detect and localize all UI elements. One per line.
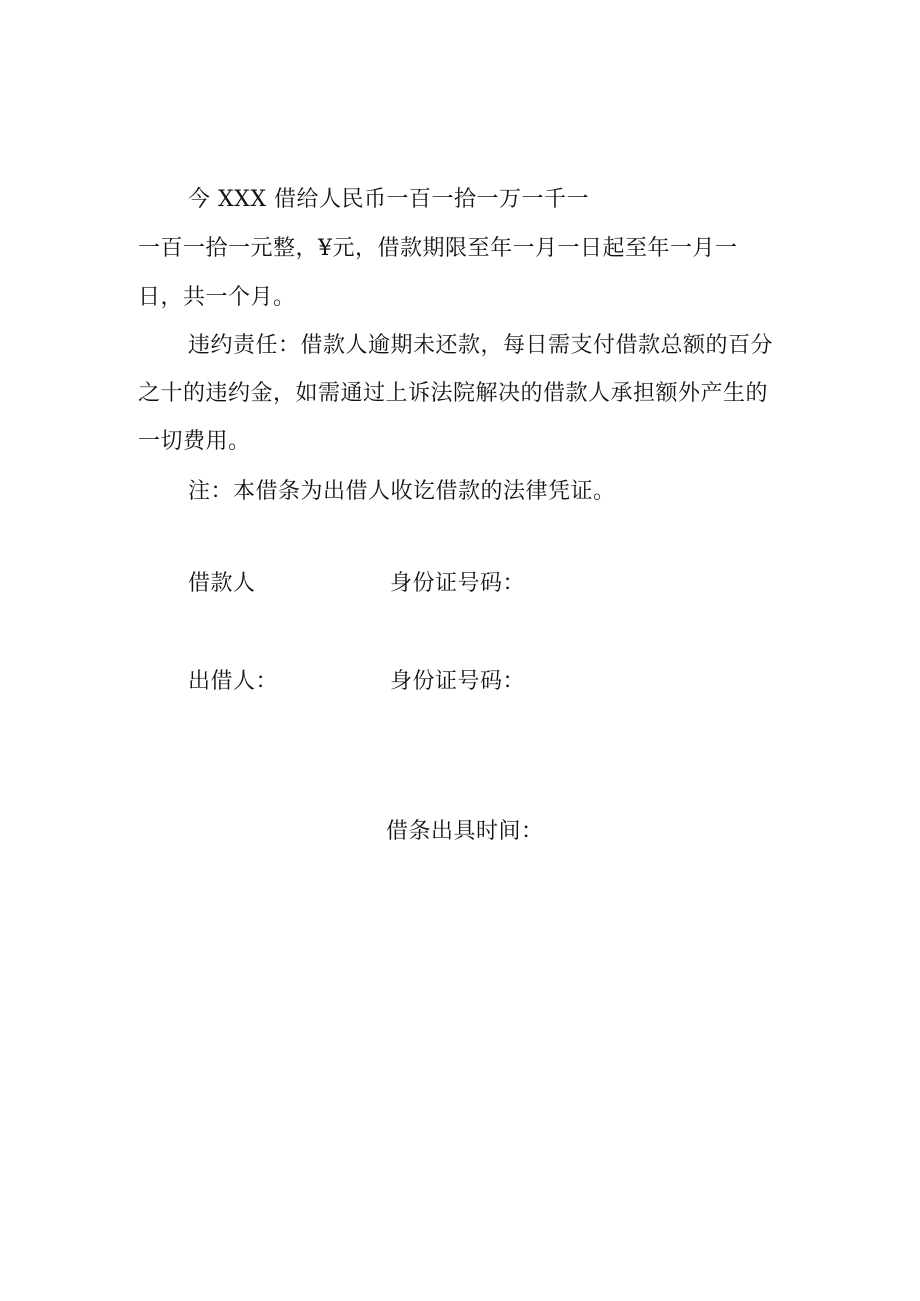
lender-label: 出借人： [188,669,279,694]
lender-id-label: 身份证号码： [390,669,526,694]
issue-date-label: 借条出具时间： [386,819,544,844]
borrower-id-label: 身份证号码： [390,571,526,596]
note-line: 注：本借条为出借人收讫借款的法律凭证。 [188,479,616,504]
body-line-6: 一切费用。 [138,429,251,454]
body-line-4: 违约责任：借款人逾期未还款，每日需支付借款总额的百分 [188,333,774,358]
borrower-label: 借款人 [188,571,256,596]
body-line-3: 日，共一个月。 [138,285,296,310]
body-line-2: 一百一拾一元整，¥元，借款期限至年一月一日起至年一月一 [138,236,738,261]
body-line-5: 之十的违约金，如需通过上诉法院解决的借款人承担额外产生的 [138,381,769,406]
body-line-1: 今 XXX 借给人民币一百一拾一万一千一 [188,187,589,212]
